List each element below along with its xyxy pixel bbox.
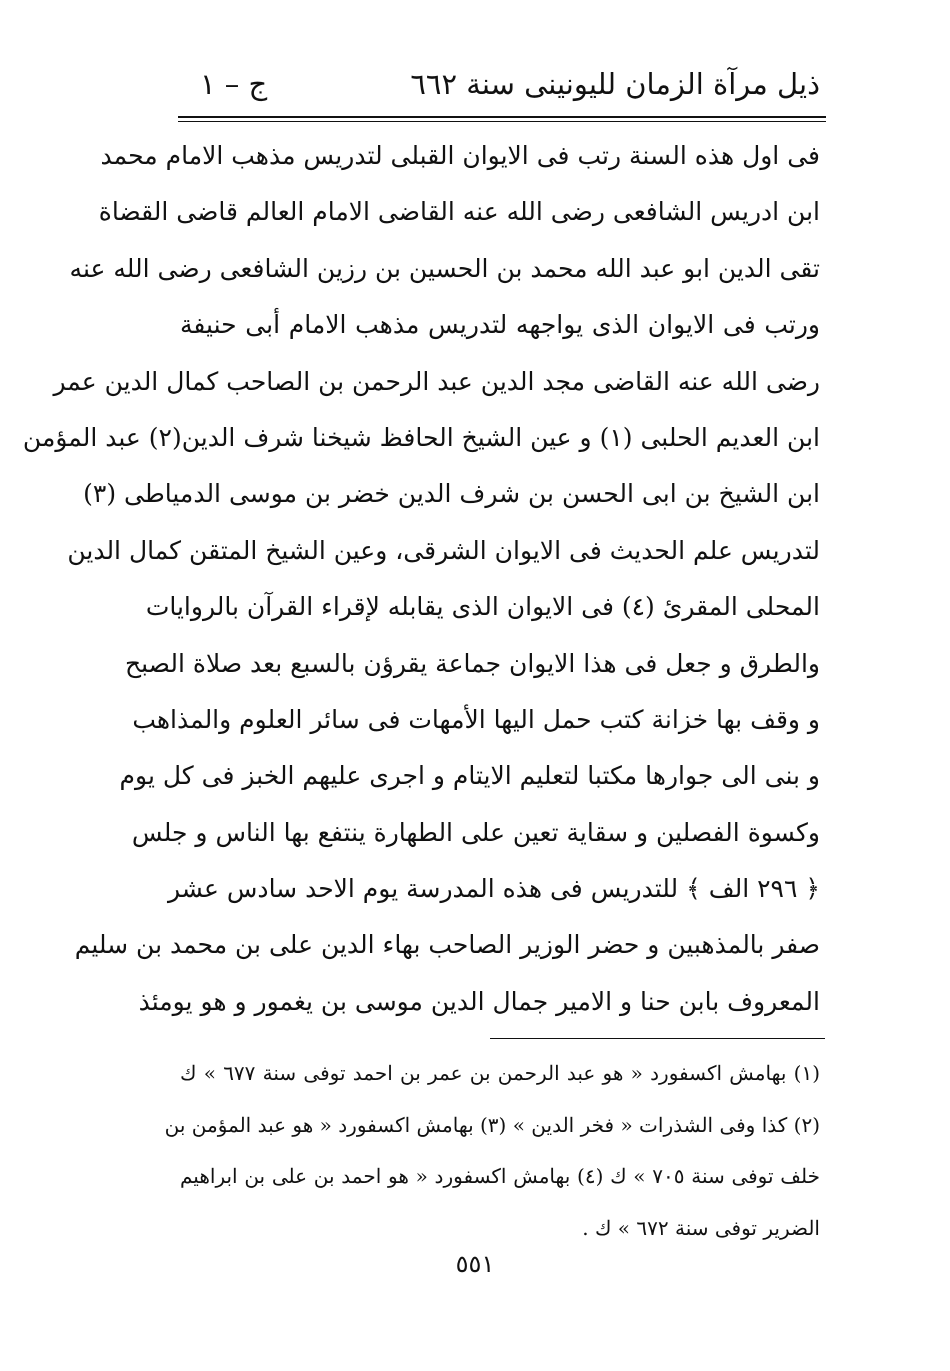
text-line: والطرق و جعل فى هذا الايوان جماعة يقرؤن بالسبع بعد صلاة الصبح <box>124 648 820 678</box>
text-line: ورتب فى الايوان الذى يواجهه لتدريس مذهب الامام أبى حنيفة <box>180 310 820 340</box>
footnotes <box>164 1048 820 1254</box>
text-line: و بنى الى جوارها مكتبا لتعليم الايتام و اجرى عليهم الخبز فى كل يوم <box>119 761 820 791</box>
running-header <box>180 62 820 112</box>
footnote-separator <box>490 1038 825 1039</box>
text-line: لتدريس علم الحديث فى الايوان الشرقى، وعين الشيخ المتقن كمال الدين <box>67 535 820 565</box>
main-text <box>22 128 820 1030</box>
footnote-line: (٢) كذا وفى الشذرات « فخر الدين » (٣) بهامش اكسفورد « هو عبد المؤمن بن <box>164 1112 820 1137</box>
text-line: وكسوة الفصلين و سقاية تعين على الطهارة ينتفع بها الناس و جلس <box>131 817 820 847</box>
text-line: ابن ادريس الشافعى رضى الله عنه القاضى الامام العالم قاضى القضاة <box>98 197 820 227</box>
text-line: رضى الله عنه القاضى مجد الدين عبد الرحمن بن الصاحب كمال الدين عمر <box>53 366 820 396</box>
text-line: صفر بالمذهبين و حضر الوزير الصاحب بهاء الدين على بن محمد بن سليم <box>74 930 820 960</box>
footnote-line: خلف توفى سنة ٧٠٥ » ك (٤) بهامش اكسفورد « هو احمد بن على بن ابراهيم <box>180 1164 820 1188</box>
header-rule-thick <box>178 116 826 118</box>
header-rule-thin <box>178 121 826 122</box>
text-line: و وقف بها خزانة كتب حمل اليها الأمهات فى سائر العلوم والمذاهب <box>132 704 820 734</box>
volume-number: ج – ١ <box>200 67 268 101</box>
footnote-line: الضرير توفى سنة ٦٧٢ » ك . <box>582 1215 820 1240</box>
text-line: المحلى المقرئ (٤) فى الايوان الذى يقابله لإقراء القرآن بالروايات <box>145 592 820 622</box>
text-line: فى اول هذه السنة رتب فى الايوان القبلى لتدريس مذهب الامام محمد <box>100 141 820 170</box>
page-number: ٥٥١ <box>455 1250 495 1278</box>
text-line: المعروف بابن حنا و الامير جمال الدين موسى بن يغمور و هو يومئذ <box>138 986 820 1016</box>
running-header-title: ذيل مرآة الزمان لليونينى سنة ٦٦٢ <box>410 67 820 101</box>
text-line: تقى الدين ابو عبد الله محمد بن الحسين بن رزين الشافعى رضى الله عنه <box>69 253 820 283</box>
text-line: ابن الشيخ بن ابى الحسن بن شرف الدين خضر بن موسى الدمياطى (٣) <box>83 479 820 509</box>
footnote-line: (١) بهامش اكسفورد « هو عبد الرحمن بن عمر بن احمد توفى سنة ٦٧٧ » ك <box>180 1061 820 1085</box>
text-line: ﴿ ٢٩٦ الف ﴾ للتدريس فى هذه المدرسة يوم الاحد سادس عشر <box>167 874 820 904</box>
text-line: ابن العديم الحلبى (١) و عين الشيخ الحافظ شيخنا شرف الدين(٢) عبد المؤمن <box>22 422 820 452</box>
